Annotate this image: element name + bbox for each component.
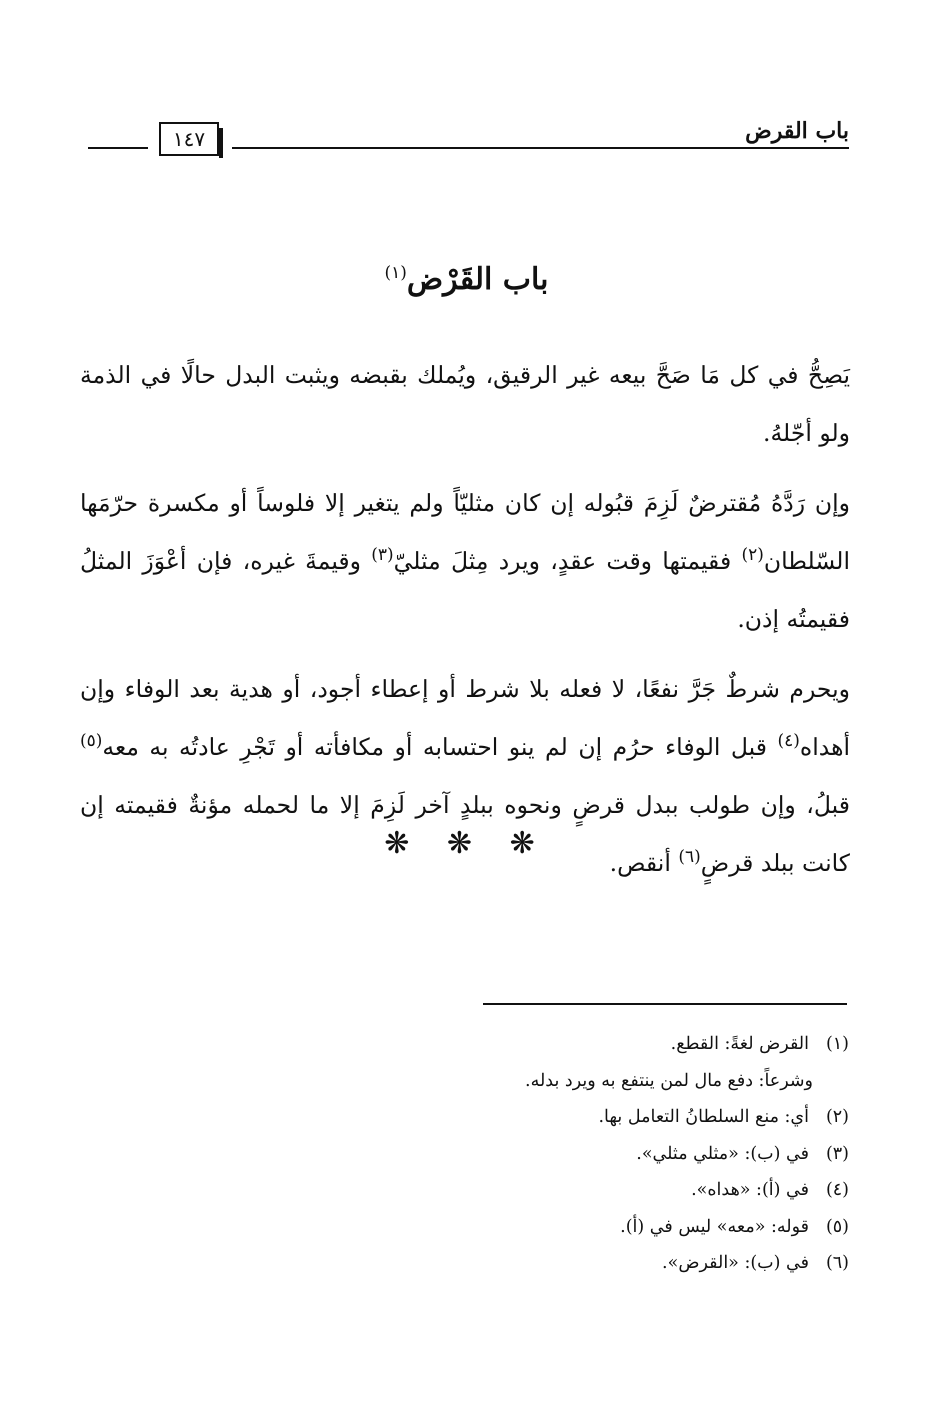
paragraph-text: يَصِحُّ في كل مَا صَحَّ بيعه غير الرقيق، ويُملك بقبضه ويثبت البدل حالًا في الذمة ولو أجّلهُ. xyxy=(80,361,850,447)
footnote-text: أي: منع السلطانُ التعامل بها. xyxy=(598,1107,809,1127)
header-rule xyxy=(232,147,849,149)
section-ornament: ❋ ❋ ❋ xyxy=(384,826,549,861)
footnote-ref: (٢) xyxy=(741,545,764,566)
paragraph-text: وإن رَدَّهُ مُقترضٌ لَزِمَ قبُوله إن كان مثليّاً ولم يتغير إلا فلوساً أو مكسرة حرّمَها السّلطان xyxy=(80,489,850,575)
chapter-title-text: باب القَرْض xyxy=(406,262,549,297)
footnote-item xyxy=(149,1172,849,1209)
footnote-ref: (٦) xyxy=(678,847,701,868)
paragraph-text: قبل الوفاء حرُم إن لم ينو احتسابه أو مكافأته أو تَجْرِ عادتُه به معه xyxy=(102,733,778,761)
footnote-number: (٣) xyxy=(825,1143,849,1164)
footnote-text: وشرعاً: دفع مال لمن ينتفع به ويرد بدله. xyxy=(525,1070,813,1091)
footnote-number: (٦) xyxy=(825,1253,849,1273)
footnote-text: قوله: «معه» ليس في (أ). xyxy=(620,1216,809,1237)
footnote-number: (٥) xyxy=(825,1216,849,1237)
running-header-title: باب القرض xyxy=(745,118,849,144)
footnote-number: (٤) xyxy=(825,1180,849,1200)
footnote-item xyxy=(149,1099,849,1136)
page-number-box xyxy=(159,122,219,156)
footnote-item xyxy=(149,1245,849,1282)
footnote-item xyxy=(149,1136,849,1173)
paragraph-text: فقيمتها وقت عقدٍ، ويرد مِثلَ مثليّ xyxy=(393,547,742,575)
paragraph xyxy=(80,474,850,648)
footnote-number: (١) xyxy=(825,1034,849,1054)
paragraph xyxy=(80,346,850,462)
paragraph-text: قبلُ، وإن طولب ببدل قرضٍ ونحوه ببلدٍ آخر لَزِمَ إلا ما لحمله مؤنةٌ فقيمته إن كانت ببلد قرضٍ xyxy=(80,791,850,877)
header-rule-left xyxy=(88,147,148,149)
footnote-text: القرض لغةً: القطع. xyxy=(670,1034,809,1054)
footnote-text: في (أ): «هداه». xyxy=(691,1180,809,1200)
body-text xyxy=(80,346,850,904)
footnote-ref: (٤) xyxy=(777,731,800,752)
paragraph-text: ويحرم شرطٌ جَرَّ نفعًا، لا فعله بلا شرط أو إعطاء أجود، أو هدية بعد الوفاء وإن أهداه xyxy=(80,675,850,761)
page-number: ١٤٧ xyxy=(172,127,206,151)
paragraph-text: وقيمةَ غيره، فإن أعْوَزَ المثلُ فقيمتُه إذن. xyxy=(80,547,850,633)
footnote-text: في (ب): «القرض». xyxy=(662,1253,809,1273)
footnote-item xyxy=(149,1026,849,1063)
paragraph-text: أنقص. xyxy=(609,849,679,877)
footnote-item xyxy=(149,1209,849,1246)
chapter-title xyxy=(0,262,933,297)
footnote-ref: (٣) xyxy=(371,545,394,566)
footnote-ref: (٥) xyxy=(80,731,103,752)
footnote-separator xyxy=(483,1003,847,1005)
footnote-ref: (١) xyxy=(384,263,407,283)
footnote-text: في (ب): «مثلي مثلي». xyxy=(636,1143,809,1164)
footnote-number: (٢) xyxy=(825,1107,849,1127)
footnotes xyxy=(149,1026,849,1282)
footnote-item xyxy=(149,1063,849,1100)
